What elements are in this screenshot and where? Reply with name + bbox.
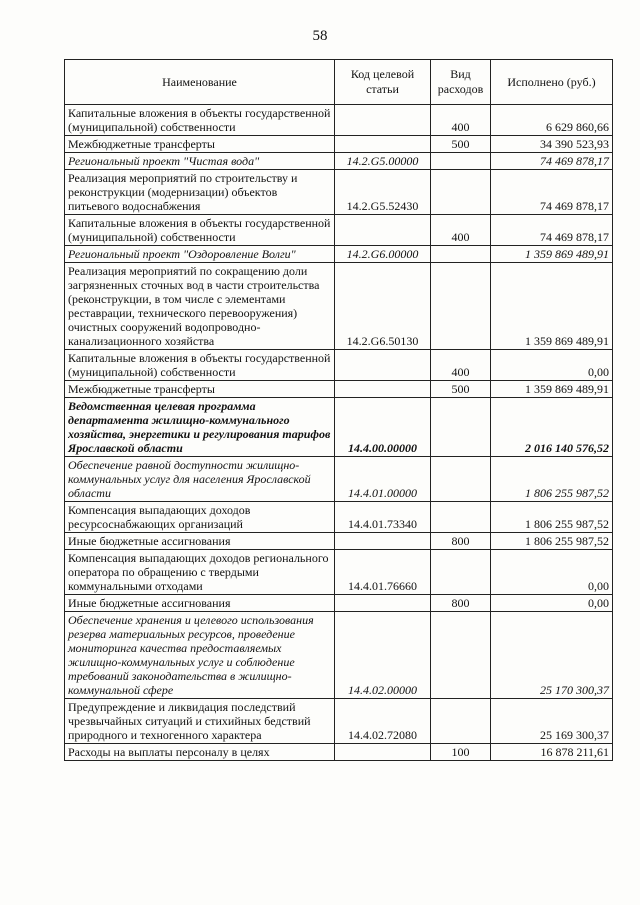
cell-code [335,381,431,398]
cell-amount: 0,00 [491,595,613,612]
cell-type: 800 [431,533,491,550]
cell-code: 14.2.G6.00000 [335,246,431,263]
table-row [65,533,613,550]
cell-amount: 1 359 869 489,91 [491,263,613,350]
cell-name: Региональный проект "Чистая вода" [65,153,335,170]
table-row [65,246,613,263]
cell-amount: 6 629 860,66 [491,105,613,136]
cell-name: Расходы на выплаты персоналу в целях [65,744,335,761]
cell-type: 400 [431,105,491,136]
cell-type [431,170,491,215]
header-code: Код целевой статьи [335,60,431,105]
cell-amount: 74 469 878,17 [491,153,613,170]
cell-name: Ведомственная целевая программа департамента жилищно-коммунального хозяйства, энергетики и регулирования тарифов Ярославской области [65,398,335,457]
table-row [65,699,613,744]
cell-type [431,457,491,502]
cell-code: 14.2.G5.00000 [335,153,431,170]
table-row [65,595,613,612]
cell-code: 14.4.00.00000 [335,398,431,457]
cell-amount: 74 469 878,17 [491,215,613,246]
table-row [65,350,613,381]
cell-type [431,398,491,457]
cell-type [431,612,491,699]
cell-amount: 1 359 869 489,91 [491,246,613,263]
cell-type: 400 [431,215,491,246]
cell-name: Обеспечение хранения и целевого использования резерва материальных ресурсов, проведение мониторинга качества предоставляемых жилищно-коммунальных услуг и соблюдение требований законодательства в жилищно-коммунальной сфере [65,612,335,699]
cell-amount: 0,00 [491,550,613,595]
cell-type [431,699,491,744]
header-name: Наименование [65,60,335,105]
cell-type: 500 [431,136,491,153]
cell-name: Компенсация выпадающих доходов регионального оператора по обращению с твердыми коммунальными отходами [65,550,335,595]
cell-amount: 1 806 255 987,52 [491,457,613,502]
cell-name: Предупреждение и ликвидация последствий чрезвычайных ситуаций и стихийных бедствий природного и техногенного характера [65,699,335,744]
cell-name: Иные бюджетные ассигнования [65,533,335,550]
table-row [65,263,613,350]
table-row [65,398,613,457]
cell-code: 14.4.01.73340 [335,502,431,533]
cell-name: Капитальные вложения в объекты государственной (муниципальной) собственности [65,350,335,381]
table-row [65,105,613,136]
cell-code: 14.4.02.72080 [335,699,431,744]
table-row [65,136,613,153]
cell-code: 14.4.01.76660 [335,550,431,595]
cell-type: 800 [431,595,491,612]
cell-code: 14.2.G5.52430 [335,170,431,215]
table-row [65,612,613,699]
cell-name: Межбюджетные трансферты [65,381,335,398]
cell-type [431,550,491,595]
cell-amount: 25 169 300,37 [491,699,613,744]
cell-name: Иные бюджетные ассигнования [65,595,335,612]
cell-amount: 74 469 878,17 [491,170,613,215]
page-number: 58 [312,28,328,44]
cell-name: Реализация мероприятий по сокращению доли загрязненных сточных вод в части строительства (реконструкции, в том числе с элементами реставрации, технического перевооружения) очистных сооружений водопроводно-канализационного хозяйства [65,263,335,350]
cell-code [335,595,431,612]
cell-amount: 1 806 255 987,52 [491,502,613,533]
cell-name: Компенсация выпадающих доходов ресурсоснабжающих организаций [65,502,335,533]
cell-amount: 2 016 140 576,52 [491,398,613,457]
table-row [65,215,613,246]
cell-code [335,105,431,136]
cell-name: Региональный проект "Оздоровление Волги" [65,246,335,263]
cell-name: Капитальные вложения в объекты государственной (муниципальной) собственности [65,105,335,136]
table-row [65,457,613,502]
cell-type [431,153,491,170]
cell-amount: 0,00 [491,350,613,381]
cell-amount: 1 806 255 987,52 [491,533,613,550]
table-row [65,381,613,398]
cell-code [335,350,431,381]
cell-amount: 16 878 211,61 [491,744,613,761]
cell-name: Межбюджетные трансферты [65,136,335,153]
cell-code: 14.2.G6.50130 [335,263,431,350]
cell-name: Обеспечение равной доступности жилищно-коммунальных услуг для населения Ярославской области [65,457,335,502]
cell-type: 100 [431,744,491,761]
cell-code [335,533,431,550]
cell-name: Капитальные вложения в объекты государственной (муниципальной) собственности [65,215,335,246]
header-amount: Исполнено (руб.) [491,60,613,105]
cell-amount: 25 170 300,37 [491,612,613,699]
cell-type: 500 [431,381,491,398]
cell-type: 400 [431,350,491,381]
cell-code: 14.4.02.00000 [335,612,431,699]
cell-amount: 34 390 523,93 [491,136,613,153]
table-row [65,550,613,595]
cell-amount: 1 359 869 489,91 [491,381,613,398]
table-header-row [65,60,613,105]
expenditure-table [64,59,613,761]
cell-code [335,136,431,153]
table-body [65,105,613,761]
cell-code: 14.4.01.00000 [335,457,431,502]
table-row [65,502,613,533]
cell-type [431,246,491,263]
table-row [65,744,613,761]
cell-code [335,744,431,761]
header-type: Вид расходов [431,60,491,105]
table-row [65,153,613,170]
cell-type [431,502,491,533]
table-row [65,170,613,215]
cell-type [431,263,491,350]
cell-name: Реализация мероприятий по строительству и реконструкции (модернизации) объектов питьевого водоснабжения [65,170,335,215]
cell-code [335,215,431,246]
